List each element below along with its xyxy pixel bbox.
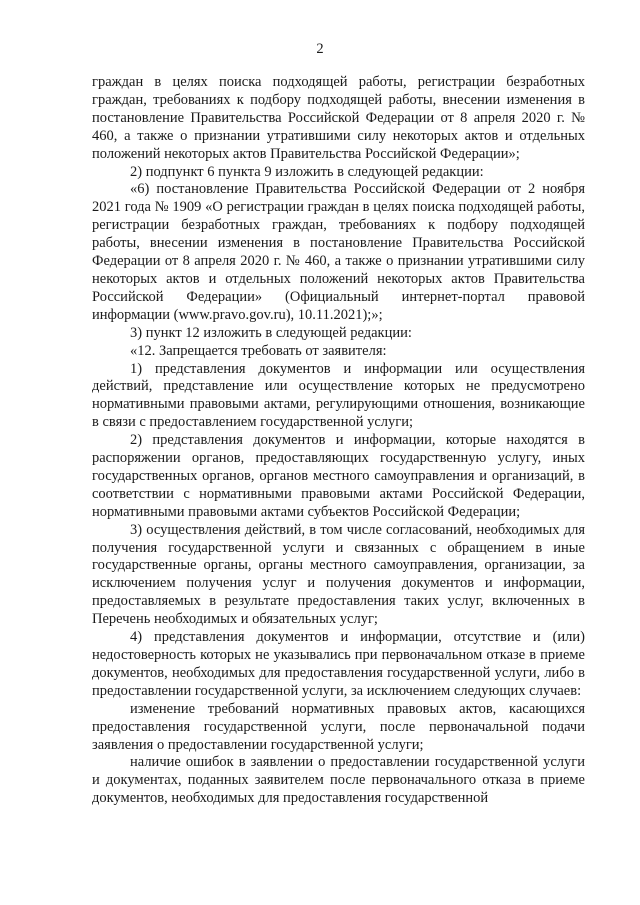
paragraph-subpoint-6: «6) постановление Правительства Российской Федерации от 2 ноября 2021 года № 1909 «О регистрации граждан в целях поиска подходящей работы, регистрации безработных граждан, требованиях к подбору подходящей работы, внесении изменения в постановление Правительства Российской Федерации от 8 апреля 2020 г. № 460, а также о признании утратившими силу некоторых актов и отдельных положений некоторых актов Правительства Российской Федерации» (Официальный интернет-портал правовой информации (www.pravo.gov.ru), 10.11.2021);»; — [92, 181, 585, 323]
paragraph-item-4: 4) представления документов и информации, отсутствие и (или) недостоверность которых не указывались при первоначальном отказе в приеме документов, необходимых для предоставления государственной услуги, либо в предоставлении государственной услуги, за исключением следующих случаев: — [92, 629, 585, 699]
paragraph-item-3: 3) осуществления действий, в том числе согласований, необходимых для получения государственной услуги и связанных с обращением в иные государственные органы, органы местного самоуправления, организации, за исключением получения услуг и получения документов и информации, предоставляемых в результате предоставления таких услуг, включенных в Перечень необходимых и обязательных услуг; — [92, 521, 585, 628]
paragraph-item-1: 1) представления документов и информации или осуществления действий, представление или осуществление которых не предусмотрено нормативными правовыми актами, регулирующими отношения, возникающие в связи с предоставлением государственной услуги; — [92, 360, 585, 431]
paragraph-exception-2: наличие ошибок в заявлении о предоставлении государственной услуги и документах, поданных заявителем после первоначального отказа в приеме документов, необходимых для предоставления государственной — [92, 754, 585, 807]
page-number: 2 — [316, 41, 324, 57]
paragraph-continuation: граждан в целях поиска подходящей работы, регистрации безработных граждан, требованиях к подбору подходящей работы, внесении изменения в постановление Правительства Российской Федерации от 8 апреля 2020 г. № 460, а также о признании утратившими силу некоторых актов и отдельных положений некоторых актов Правительства Российской Федерации»; — [92, 74, 585, 162]
paragraph-item-2: 2) представления документов и информации, которые находятся в распоряжении органов, предоставляющих государственную услугу, иных государственных органов, органов местного самоуправления и организаций, в соответствии с нормативными правовыми актами Российской Федерации, нормативными правовыми актами субъектов Российской Федерации; — [92, 432, 585, 520]
paragraph-point-12-heading: «12. Запрещается требовать от заявителя: — [130, 342, 387, 359]
paragraph-amendment-3: 3) пункт 12 изложить в следующей редакции: — [130, 324, 412, 341]
paragraph-amendment-2: 2) подпункт 6 пункта 9 изложить в следующей редакции: — [130, 163, 484, 180]
paragraph-exception-1: изменение требований нормативных правовых актов, касающихся предоставления государственной услуги, после первоначальной подачи заявления о предоставлении государственной услуги; — [92, 700, 585, 753]
document-body — [92, 74, 585, 808]
